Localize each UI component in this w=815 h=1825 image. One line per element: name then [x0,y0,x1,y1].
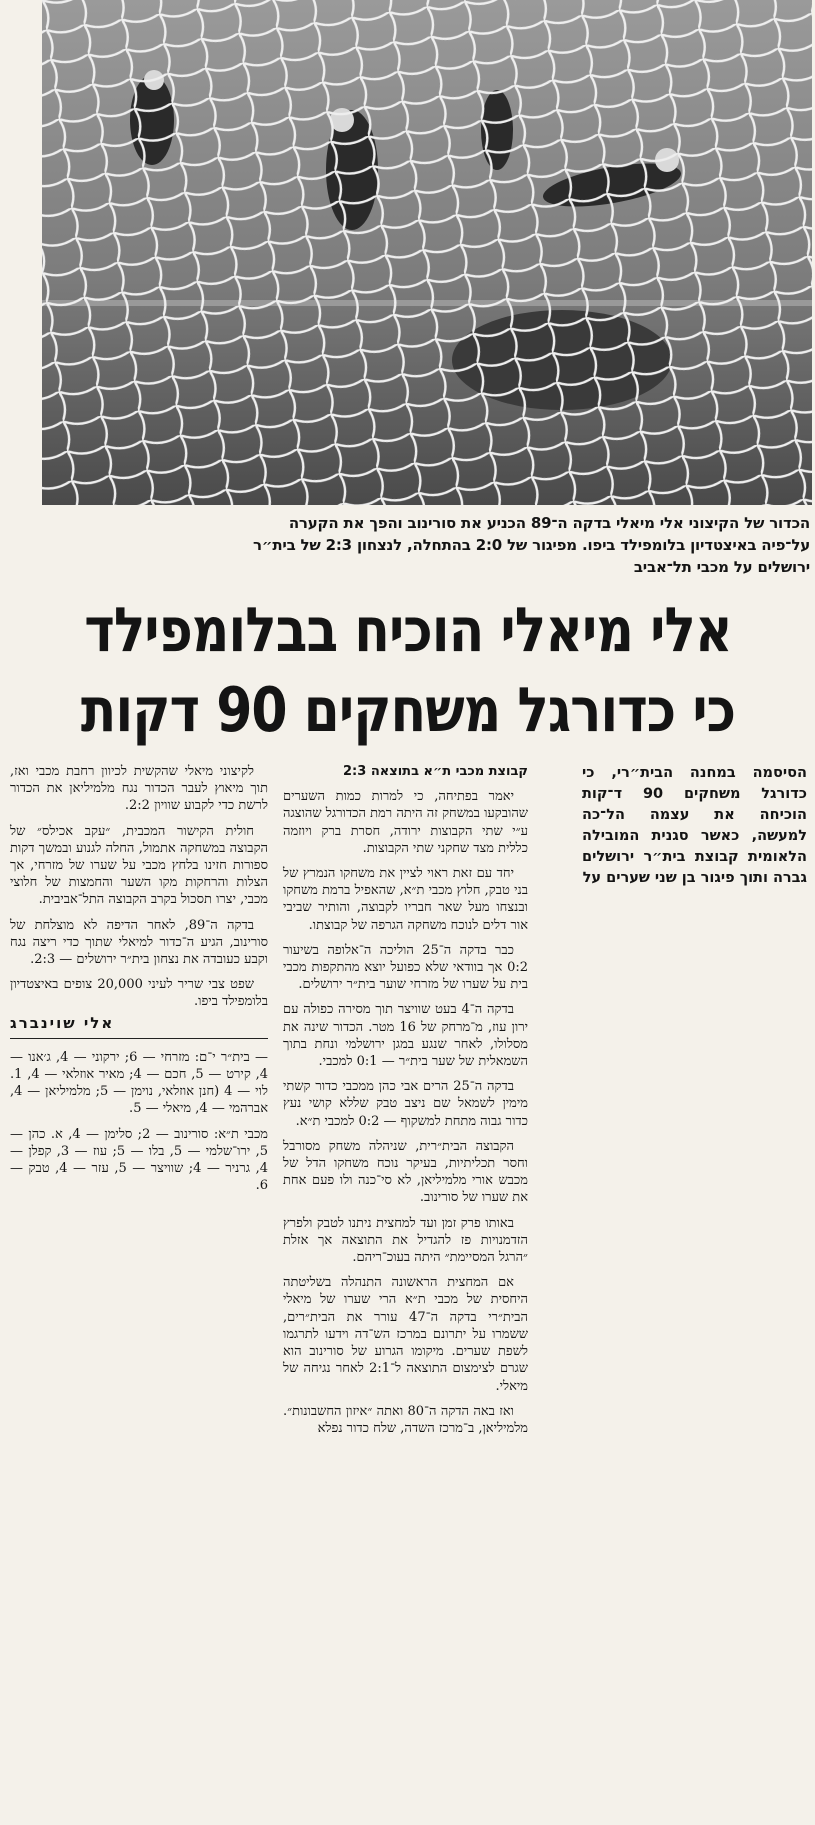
article-lead: הסיסמה במחנה הבית״רי, כי כדורגל משחקים 90 ד־קות הוכיחה את עצמה הל־כה למעשה, כאשר סגנית המובילה הלאומית קבוצת בית״ר ירושלים גברה ותוך פיגור בן שני שערים על [582,765,807,886]
article-paragraph: שפט צבי שריר לעיני 20,000 צופים באיצטדיון בלומפילד ביפו. [10,977,268,1010]
article-paragraph: לקיצוני מיאלי שהקשית לכיוון רחבת מכבי ואז, תוך מיאוץ לעבר הכדור נגח מלמיליאן את הכדור לרשת כדי לקבוע שוויון 2:2. [10,764,268,814]
lineup-beitar: — בית״ר י־ם: מזרחי — 6; ירקוני — 4, ג׳אנו — 4, קירט — 5, חכם — 4; מאיר אוזלאי — 4, 1. לוי — 4 (חנן אוזלאי, נוימן — 5; מלמיליאן — 4, אברהמי — 4, מיאלי — 5. [10,1049,268,1117]
article-subhead: קבוצת מכבי ת״א בתוצאה 2:3 [343,764,528,779]
photo-caption [10,512,810,578]
caption-line: ירושלים על מכבי תל־אביב [633,558,810,576]
author-byline: אלי שוינברג [10,1013,115,1032]
article-paragraph: חולית הקישור המכבית, ״עקב אכילס״ של הקבוצה במשחקה אתמול, החלה לגנוע ובמשך דקות ספורות חזינו בלחץ מכבי על שערו של מזרחי, אך הצלות והרחקות מקו השער והחמצות של חלוצי מכבי, יצרו תסכול בקרב הקבוצה התל־אביבית. [10,823,268,908]
article-paragraph: יאמר בפתיחה, כי למרות כמות השערים שהובקעו במשחק זה היתה רמת הכדורגל שהוצגה ע״י שתי הקבוצות ירודה, חסרת ברק ויוזמה כללית מצד שחקני שתי הקבוצות. [283,789,528,856]
article-column-middle [283,763,528,1445]
headline-line-1: אלי מיאלי הוכיח בבלומפילד [84,595,732,667]
goal-net-photo-icon [42,0,812,505]
caption-line: על־פיה באיצטדיון בלומפילד ביפו. מפיגור של 2:0 בהתחלה, לנצחון 2:3 של בית״ר [253,536,810,554]
article-paragraph: יחד עם זאת ראוי לציין את משחקו הנמרץ של בני טבק, חלוץ מכבי ת״א, שהאפיל ברמת משחקו ובנצחו מעל שאר חבריו לקבוצה, והותיר שביבי אור דלים לנוכח משחקה הגרפה של קבוצתו. [283,866,528,933]
caption-line: הכדור של הקיצוני אלי מיאלי בדקה ה־89 הכניע את סורינוב והפך את הקערה [288,514,810,532]
lineup-maccabi: מכבי ת״א: סורינוב — 2; סלימן — 4, א. כהן — 5, ירו־שלמי — 5, בלו — 5; עוז — 3, קפלן — 4, גרניר — 4; שוויצר — 5, עזר — 4, טבק — 6. [10,1126,269,1194]
article-paragraph: הקבוצה הבית״רית, שניהלה משחק מסורבל וחסר תכליתיות, בעיקר נוכח משחקו הדל של מכבש אורי מלמיליאן, לא סי־כנה ולו פעם אחת את שערו של סורינוב. [283,1138,528,1206]
article-column-left [10,763,268,1202]
article-paragraph: כבר בדקה ה־25 הוליכה ה־אלופה בשיעור 0:2 אך בוודאי שלא כפועל יוצא מהתקפות מכבי בית על שערו של מזרחי שוער בית״ר ירושלים. [283,942,528,993]
football-match-photo [42,0,812,505]
team-lineups [10,1049,268,1195]
headline-line-2: כי כדורגל משחקים 90 דקות [80,675,736,747]
divider [10,1038,268,1039]
article-paragraph: ואז באה הדקה ה־80 ואתה ״איזון החשבונות״. מלמיליאן, ב־מרכז השדה, שלח כדור נפלא [283,1403,528,1436]
article-paragraph: אם המחצית הראשונה התנהלה בשליטתה היחסית של מכבי ת״א הרי שערו של מיאלי הבית״רי בדקה ה־47 עורר את הבית״רים, ששמרו על יתרונם במרכז הש־דה וידעו לתרגמו לשפת שערים. מיקומו הגרוע של סורינוב הוא שגרם לצימצום התוצאה ל־2:1 לאחר נגיחה של מיאלי. [283,1275,529,1394]
article-paragraph: באותו פרק זמן ועד למחצית ניתנו לטבק ולפרץ הזדמנויות פז להגדיל את התוצאה אך אזלת ״הרגל המסיימת״ היתה בעוכ־ריהם. [283,1215,528,1266]
article-paragraph: בדקה ה־89, לאחר הדיפה לא מוצלחת של סורינוב, הגיע ה־כדור למיאלי שתוך כדי ריצה נגח וקבע כעובדה את נצחון בית״ר ירושלים — 2:3. [10,917,268,968]
article-column-right [582,763,807,897]
article-paragraph: בדקה ה־4 בעט שוויצר תוך מסירה כפולה עם ירון עוז, מ־מרחק של 16 מטר. הכדור שינה את מסלולו, לאחר שנגע במגן ירושלמי ונחת בתוך השמאלית של שער בית״ר — 0:1 למכבי. [283,1002,528,1070]
article-paragraph: בדקה ה־25 הרים אבי כהן ממכבי כדור קשתי מימין לשמאל שם ניצב טבק שללא קושי נעץ כדור גבוה מתחת למשקוף — 0:2 למכבי ת״א. [283,1079,528,1129]
